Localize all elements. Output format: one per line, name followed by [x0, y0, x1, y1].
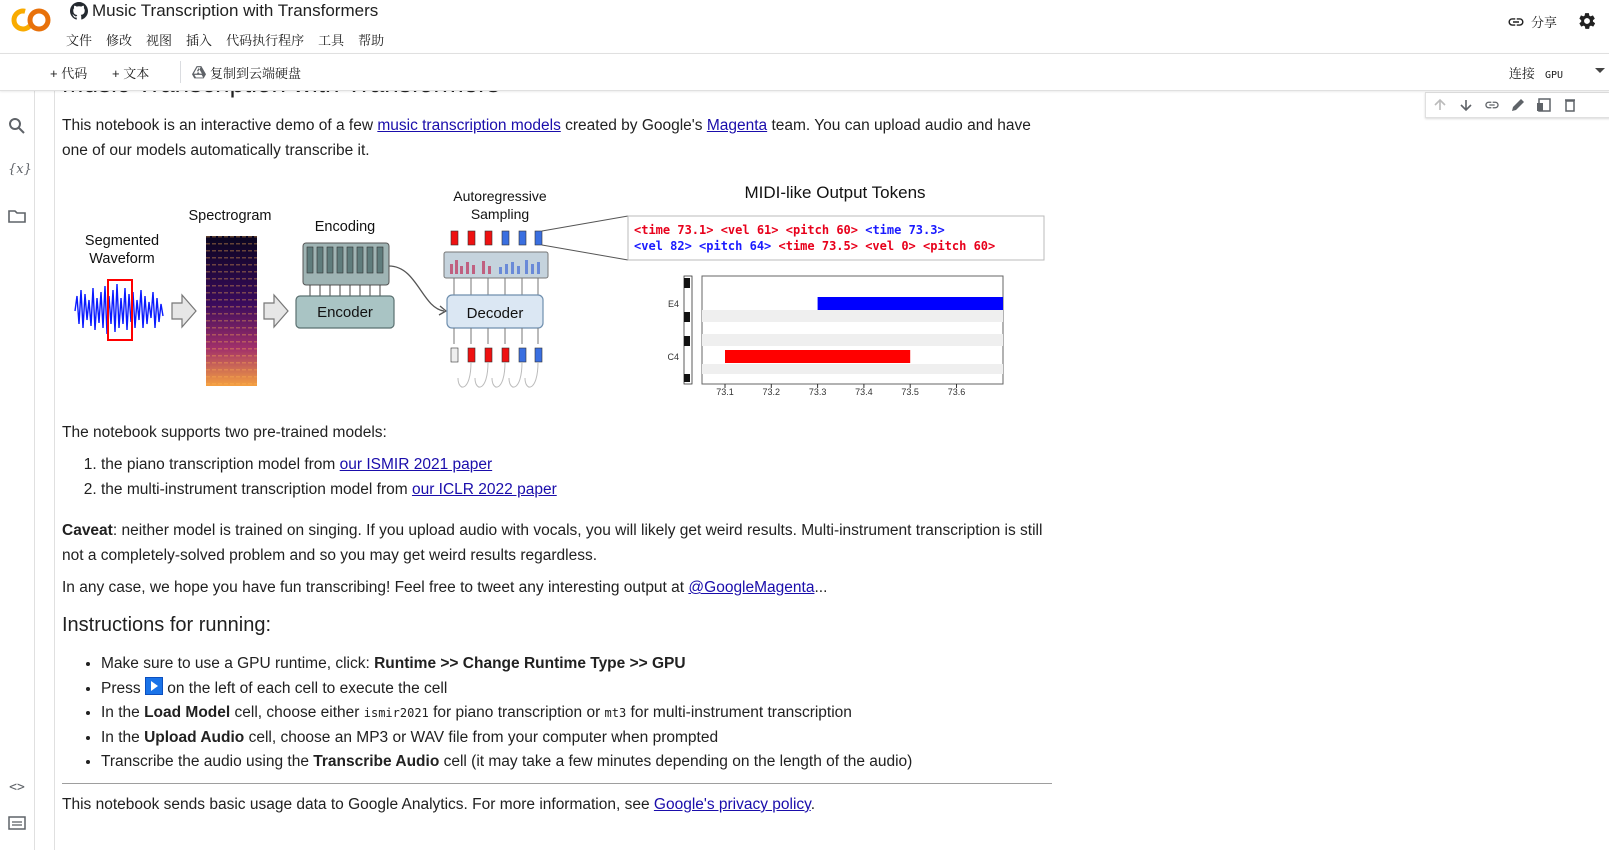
copy-to-drive-button[interactable]: [192, 63, 301, 82]
piano-keys: [684, 276, 692, 384]
instr-3-text-3: for piano transcription or: [428, 704, 605, 721]
search-icon[interactable]: [8, 117, 26, 135]
arrow-icon: [172, 295, 196, 327]
instr-5-text-2: cell (it may take a few minutes depending on the length of the audio): [439, 753, 913, 770]
instr-4-text: In the: [101, 728, 145, 746]
menu-help[interactable]: 帮助: [358, 33, 385, 48]
mt3-code: mt3: [604, 706, 627, 720]
toolbar-divider: [180, 61, 181, 83]
list-item: [101, 701, 912, 726]
magenta-link[interactable]: Magenta: [706, 117, 768, 134]
notebook-title[interactable]: Music Transcription with Transformers: [92, 1, 379, 20]
model-architecture-figure: [62, 178, 1052, 400]
connect-label: 连接: [1508, 66, 1535, 81]
instructions-heading: Instructions for running:: [62, 614, 271, 636]
instr-1-text: Make sure to use a GPU runtime, click:: [101, 655, 375, 672]
connect-button[interactable]: [1509, 63, 1563, 82]
notebook-toolbar: [0, 53, 1609, 91]
add-text-button[interactable]: + 文本: [112, 66, 150, 81]
piano-roll-chart: [667, 276, 1003, 397]
gpu-label: GPU: [1544, 70, 1563, 81]
github-icon: [70, 2, 88, 20]
list-item: [101, 478, 557, 503]
sampling-label: Sampling: [470, 206, 530, 222]
encoder-label: Encoder: [317, 304, 373, 321]
edit-icon[interactable]: [1510, 97, 1526, 113]
menu-edit[interactable]: 修改: [106, 33, 133, 48]
google-magenta-link[interactable]: @GoogleMagenta: [688, 579, 815, 596]
note-e4-bar: [818, 297, 1003, 310]
command-palette-icon[interactable]: [8, 814, 26, 832]
tokens-line-1: [634, 223, 945, 237]
autoregressive-label: Autoregressive: [453, 188, 547, 204]
share-label: 分享: [1530, 15, 1557, 30]
list-item: [101, 677, 912, 702]
arrow-icon: [264, 295, 288, 327]
delete-icon[interactable]: [1562, 97, 1578, 113]
waveform-label: Waveform: [89, 251, 155, 267]
instr-4-bold: Upload Audio: [144, 728, 245, 746]
transcription-models-link[interactable]: music transcription models: [377, 117, 561, 134]
line2-token-4: <pitch 60>: [915, 239, 996, 253]
x-tick-label-0: 73.1: [716, 387, 734, 397]
x-tick-label-5: 73.6: [947, 387, 966, 397]
encoding-block: [303, 243, 389, 285]
instr-3-text: In the: [101, 704, 145, 721]
connect-dropdown-icon[interactable]: [1595, 68, 1605, 73]
cell-toolbar: [1425, 92, 1609, 118]
caveat-paragraph: [62, 519, 1052, 568]
instr-4-text-2: cell, choose an MP3 or WAV file from your computer when prompted: [244, 728, 719, 746]
instr-3-bold: Load Model: [144, 704, 231, 721]
link-icon[interactable]: [1484, 97, 1500, 113]
line1-token-0: <time 73.1>: [634, 223, 714, 237]
list-item: [101, 750, 912, 775]
gear-icon[interactable]: [1577, 11, 1597, 31]
models-list: [62, 453, 557, 502]
x-axis-ticks: [716, 384, 965, 397]
ismir2021-code: ismir2021: [363, 706, 429, 720]
line2-token-2: <time 73.5>: [771, 239, 858, 253]
supports-text: The notebook supports two pre-trained models:: [62, 424, 387, 441]
intro-text-1: This notebook is an interactive demo of a few: [62, 117, 378, 134]
line1-token-3: <time 73.3>: [858, 223, 945, 237]
decoder-label: Decoder: [466, 305, 524, 322]
line2-token-3: <vel 0>: [857, 239, 916, 253]
anycase-end: ...: [814, 579, 828, 596]
y-label-c4: C4: [667, 352, 679, 362]
line2-token-0: <vel 82>: [634, 239, 692, 253]
instr-5-text: Transcribe the audio using the: [101, 753, 314, 770]
privacy-policy-link[interactable]: Google's privacy policy: [653, 796, 811, 813]
intro-text-3: team. You can upload audio and have one of our models automatically transcribe it.: [62, 117, 1031, 159]
y-label-e4: E4: [667, 299, 679, 309]
model-1-text: the piano transcription model from: [101, 456, 340, 473]
instr-2-text-end: on the left of each cell to execute the cell: [162, 679, 448, 697]
anycase-text: In any case, we hope you have fun transcribing! Feel free to tweet any interesting output at: [62, 579, 689, 596]
anycase-paragraph: [62, 576, 827, 601]
move-down-icon[interactable]: [1458, 97, 1474, 113]
colab-logo[interactable]: [11, 6, 51, 34]
midi-title: MIDI-like Output Tokens: [744, 183, 926, 202]
divider: [62, 783, 1052, 784]
input-token-bars: [451, 348, 542, 362]
menu-tools[interactable]: 工具: [318, 33, 345, 48]
analytics-end: .: [810, 796, 816, 813]
move-up-icon[interactable]: [1432, 97, 1448, 113]
note-c4-bar: [725, 350, 910, 363]
menu-bar: [66, 30, 398, 49]
share-button[interactable]: [1507, 12, 1557, 31]
notebook-title-row: [70, 0, 378, 22]
spectrogram-label: Spectrogram: [188, 208, 272, 224]
variables-icon[interactable]: {x}: [8, 162, 32, 177]
feedback-loops: [458, 362, 538, 387]
menu-file[interactable]: 文件: [66, 33, 93, 48]
analytics-text: This notebook sends basic usage data to Google Analytics. For more information, see: [62, 796, 654, 813]
list-item: [101, 652, 912, 677]
tokens-line-2: [634, 239, 995, 253]
model-2-text: the multi-instrument transcription model from: [101, 480, 412, 498]
link-icon: [1507, 13, 1525, 31]
encoder-to-decoder-arrow: [389, 266, 444, 311]
add-code-button[interactable]: + 代码: [50, 66, 88, 81]
play-icon: [145, 677, 163, 695]
list-item: [101, 453, 557, 478]
intro-paragraph: [62, 114, 1052, 163]
instr-2-text: Press: [101, 679, 145, 697]
left-rail: [0, 54, 35, 850]
x-tick-label-1: 73.2: [762, 387, 781, 397]
copy-to-drive-label: 复制到云端硬盘: [210, 66, 302, 81]
iclr-paper-link[interactable]: our ICLR 2022 paper: [411, 480, 557, 498]
instr-1-bold: Runtime >> Change Runtime Type >> GPU: [374, 655, 686, 672]
drive-icon: [192, 66, 206, 79]
x-tick-label-4: 73.5: [901, 387, 919, 397]
instructions-list: [62, 652, 912, 775]
segmented-label: Segmented: [84, 233, 160, 249]
x-tick-label-2: 73.3: [808, 387, 827, 397]
encoding-label: Encoding: [314, 219, 376, 235]
line2-token-1: <pitch 64>: [691, 239, 772, 253]
output-token-bars: [451, 231, 542, 245]
mirror-cell-icon[interactable]: [1536, 97, 1552, 113]
code-snippets-icon[interactable]: <>: [9, 780, 25, 795]
audio-waveform: [75, 284, 163, 334]
ismir-paper-link[interactable]: our ISMIR 2021 paper: [339, 456, 493, 473]
instr-5-bold: Transcribe Audio: [313, 753, 440, 770]
menu-view[interactable]: 视图: [146, 33, 173, 48]
x-tick-label-3: 73.4: [855, 387, 873, 397]
instr-3-text-2: cell, choose either: [230, 704, 364, 721]
analytics-paragraph: [62, 793, 815, 818]
folder-icon[interactable]: [8, 207, 26, 225]
line1-token-2: <pitch 60>: [778, 223, 858, 237]
instr-3-text-4: for multi-instrument transcription: [626, 704, 852, 721]
menu-runtime[interactable]: 代码执行程序: [226, 33, 305, 48]
app-header: [0, 0, 1609, 52]
list-item: [101, 726, 912, 751]
intro-text-2: created by Google's: [560, 117, 707, 134]
line1-token-1: <vel 61>: [713, 223, 779, 237]
caveat-text: : neither model is trained on singing. If you upload audio with vocals, you will likely get weird results. Multi-instrument transcription is still not a completely-solved problem and so you may get weird results regardless.: [62, 522, 1043, 564]
caveat-label: Caveat: [62, 522, 113, 539]
menu-insert[interactable]: 插入: [186, 33, 213, 48]
